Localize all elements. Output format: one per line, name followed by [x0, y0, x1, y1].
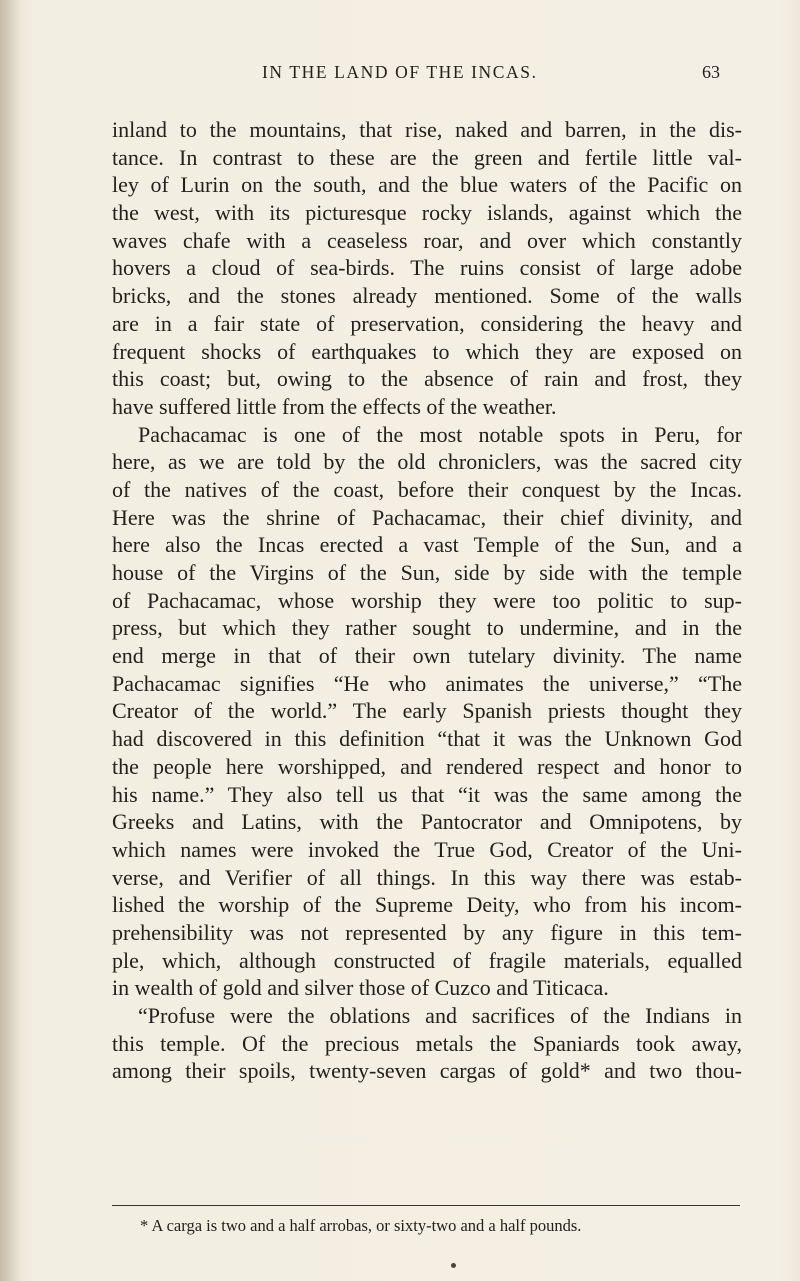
text-line: verse, and Verifier of all things. In this way there was estab- [112, 864, 742, 890]
text-line: ple, which, although constructed of fragile materials, equalled [112, 947, 742, 973]
text-line: tance. In contrast to these are the green and fertile little val- [112, 144, 742, 170]
text-line: frequent shocks of earthquakes to which they are exposed on [112, 338, 742, 364]
text-line: “Profuse were the oblations and sacrifices of the Indians in [138, 1003, 742, 1028]
text-line: Pachacamac is one of the most notable spots in Peru, for [138, 421, 742, 447]
text-line: house of the Virgins of the Sun, side by side with the temple [112, 560, 742, 585]
text-line: the people here worshipped, and rendered respect and honor to [112, 753, 742, 779]
text-line: inland to the mountains, that rise, naked and barren, in the dis- [112, 117, 742, 142]
text-line: Creator of the world.” The early Spanish priests thought they [112, 698, 742, 724]
text-line: have suffered little from the effects of the weather. [112, 393, 557, 419]
text-line: Here was the shrine of Pachacamac, their chief divinity, and [112, 504, 742, 530]
text-line: among their spoils, twenty-seven cargas of gold* and two thou- [112, 1058, 742, 1084]
text-line: here also the Incas erected a vast Temple of the Sun, and a [112, 532, 742, 558]
gutter-shadow [0, 0, 22, 1281]
text-line: which names were invoked the True God, Creator of the Uni- [112, 836, 742, 862]
running-head [0, 62, 800, 92]
text-line: Greeks and Latins, with the Pantocrator and Omnipotens, by [112, 809, 742, 835]
text-line: his name.” They also tell us that “it was the same among the [112, 781, 742, 807]
running-title: IN THE LAND OF THE INCAS. [262, 62, 538, 82]
page-number: 63 [702, 62, 720, 82]
text-line: this temple. Of the precious metals the Spaniards took away, [112, 1030, 742, 1056]
text-line: are in a fair state of preservation, considering the heavy and [112, 310, 742, 336]
text-line: in wealth of gold and silver those of Cuzco and Titicaca. [112, 975, 609, 1001]
text-line: ley of Lurin on the south, and the blue waters of the Pacific on [112, 172, 742, 198]
ink-speck [451, 1263, 456, 1268]
text-line: the west, with its picturesque rocky islands, against which the [112, 200, 742, 226]
text-line: here, as we are told by the old chroniclers, was the sacred city [112, 449, 742, 475]
footnote-rule [112, 1205, 740, 1206]
text-line: waves chafe with a ceaseless roar, and over which constantly [112, 227, 742, 253]
text-line: of Pachacamac, whose worship they were too politic to sup- [112, 587, 742, 613]
text-line: prehensibility was not represented by any figure in this tem- [112, 919, 742, 945]
text-line: of the natives of the coast, before their conquest by the Incas. [112, 476, 742, 502]
text-line: Pachacamac signifies “He who animates the universe,” “The [112, 670, 742, 696]
text-line: bricks, and the stones already mentioned. Some of the walls [112, 283, 742, 309]
text-line: end merge in that of their own tutelary divinity. The name [112, 643, 742, 669]
text-line: had discovered in this definition “that it was the Unknown God [112, 726, 742, 752]
text-line: hovers a cloud of sea-birds. The ruins consist of large adobe [112, 255, 742, 281]
text-line: press, but which they rather sought to undermine, and in the [112, 615, 742, 641]
footnote: * A carga is two and a half arrobas, or sixty-two and a half pounds. [140, 1216, 582, 1235]
body-text [112, 116, 742, 1085]
text-line: lished the worship of the Supreme Deity, who from his incom- [112, 892, 742, 918]
text-line: this coast; but, owing to the absence of rain and frost, they [112, 366, 742, 392]
